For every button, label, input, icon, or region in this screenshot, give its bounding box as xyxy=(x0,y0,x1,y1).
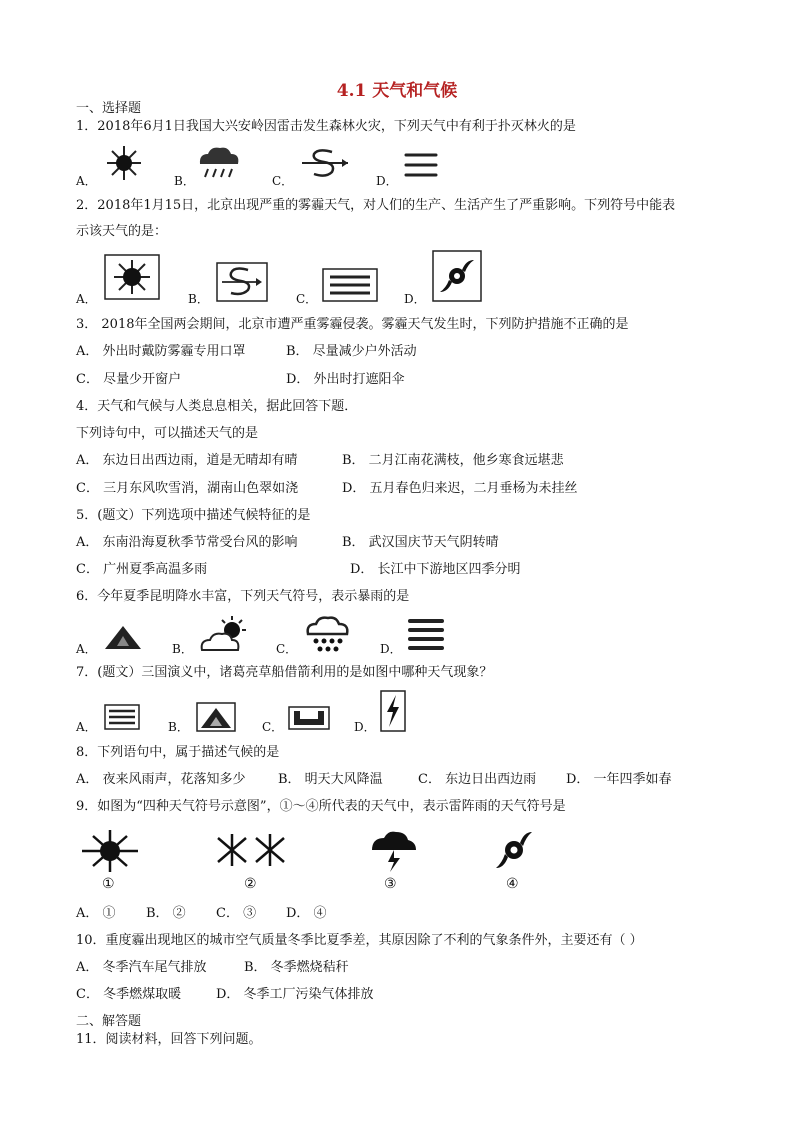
fog-icon xyxy=(322,268,378,302)
q1-label-a: A． xyxy=(76,174,97,188)
q4-option-a: A． 东边日出西边雨，道是无晴却有晴 xyxy=(76,453,298,468)
q7-label-d: D． xyxy=(354,720,376,734)
q9-option-c: C． ③ xyxy=(216,906,257,921)
wind-icon xyxy=(216,262,268,302)
q9-option-a: A． ① xyxy=(76,906,116,921)
page-title: 4.1 天气和气候 xyxy=(336,81,458,101)
q2-label-a: A． xyxy=(76,292,97,306)
q6-label-d: D． xyxy=(380,642,402,656)
q9-option-b: B． ② xyxy=(146,906,186,921)
q10-option-b: B． 冬季燃烧秸秆 xyxy=(244,960,349,975)
q5-option-d: D． 长江中下游地区四季分明 xyxy=(350,562,521,577)
q4-option-c: C． 三月东风吹雪消，湖南山色翠如浇 xyxy=(76,481,299,496)
q9-number-2: ② xyxy=(244,876,257,892)
q10-option-d: D． 冬季工厂污染气体排放 xyxy=(216,987,374,1002)
q7-label-a: A． xyxy=(76,720,97,734)
q6-label-b: B． xyxy=(172,642,193,656)
q4-option-b: B． 二月江南花满枝，他乡寒食远堪悲 xyxy=(342,453,564,468)
question-6: 6．今年夏季昆明降水丰富，下列天气符号，表示暴雨的是 xyxy=(76,589,410,604)
q5-option-c: C． 广州夏季高温多雨 xyxy=(76,562,208,577)
sunny-icon xyxy=(80,828,140,874)
q2-label-d: D． xyxy=(404,292,426,306)
q5-option-a: A． 东南沿海夏秋季节常受台风的影响 xyxy=(76,535,298,550)
question-7: 7．(题文）三国演义中，诸葛亮草船借箭利用的是如图中哪种天气现象？ xyxy=(76,665,493,680)
frost-icon xyxy=(288,706,330,730)
question-3: 3． 2018年全国两会期间，北京市遭严重雾霾侵袭。雾霾天气发生时，下列防护措施不正确的是 xyxy=(76,317,629,332)
question-2-line-2: 示该天气的是： xyxy=(76,224,168,239)
question-9: 9．如图为“四种天气符号示意图”，①～④所代表的天气中，表示雷阵雨的天气符号是 xyxy=(76,799,566,814)
q8-option-d: D． 一年四季如春 xyxy=(566,772,672,787)
q6-label-c: C． xyxy=(276,642,298,656)
q6-label-a: A． xyxy=(76,642,97,656)
sandstorm-icon xyxy=(196,702,236,732)
q3-option-a: A． 外出时戴防雾霾专用口罩 xyxy=(76,344,246,359)
q1-label-d: D． xyxy=(376,174,398,188)
section-heading-answer: 二、解答题 xyxy=(76,1014,142,1029)
q9-number-3: ③ xyxy=(384,876,397,892)
q2-label-c: C． xyxy=(296,292,318,306)
q8-option-a: A． 夜来风雨声，花落知多少 xyxy=(76,772,246,787)
fog-icon xyxy=(402,150,440,180)
q3-option-b: B． 尽量减少户外活动 xyxy=(286,344,417,359)
rainstorm-icon xyxy=(304,614,352,654)
sunny-icon xyxy=(104,144,144,182)
q9-option-d: D． ④ xyxy=(286,906,327,921)
typhoon-icon xyxy=(494,828,534,872)
q8-option-c: C． 东边日出西边雨 xyxy=(418,772,537,787)
q3-option-c: C． 尽量少开窗户 xyxy=(76,372,182,387)
rain-icon xyxy=(196,144,242,182)
thunderstorm-icon xyxy=(366,828,422,874)
sandstorm-icon xyxy=(102,622,144,652)
lightning-icon xyxy=(380,690,406,732)
question-1: 1．2018年6月1日我国大兴安岭因雷击发生森林火灾，下列天气中有利于扑灭林火的是 xyxy=(76,119,576,134)
q10-option-a: A． 冬季汽车尾气排放 xyxy=(76,960,207,975)
section-heading-choice: 一、选择题 xyxy=(76,101,142,116)
q9-number-1: ① xyxy=(102,876,115,892)
sunny-icon xyxy=(104,254,160,300)
question-8: 8．下列语句中，属于描述气候的是 xyxy=(76,745,280,760)
question-2-line-1: 2．2018年1月15日，北京出现严重的雾霾天气，对人们的生产、生活产生了严重影响。下列符号中能表 xyxy=(76,198,676,213)
partly-cloudy-icon xyxy=(198,614,250,654)
wind-icon xyxy=(300,146,354,180)
question-10: 10．重度霾出现地区的城市空气质量冬季比夏季差，其原因除了不利的气象条件外，主要还有（ ） xyxy=(76,933,643,948)
q7-label-b: B． xyxy=(168,720,189,734)
question-4: 4．天气和气候与人类息息相关，据此回答下题． xyxy=(76,399,358,414)
q8-option-b: B． 明天大风降温 xyxy=(278,772,383,787)
fog-icon xyxy=(406,616,446,652)
q2-label-b: B． xyxy=(188,292,209,306)
fog-icon xyxy=(104,704,140,730)
q9-number-4: ④ xyxy=(506,876,519,892)
snow-icon xyxy=(212,830,292,870)
q1-label-b: B． xyxy=(174,174,195,188)
q10-option-c: C． 冬季燃煤取暖 xyxy=(76,987,182,1002)
question-5: 5．(题文）下列选项中描述气候特征的是 xyxy=(76,508,311,523)
q4-option-d: D． 五月春色归来迟，二月垂杨为未挂丝 xyxy=(342,481,578,496)
q3-option-d: D． 外出时打遮阳伞 xyxy=(286,372,405,387)
q5-option-b: B． 武汉国庆节天气阴转晴 xyxy=(342,535,499,550)
question-4-sub: 下列诗句中，可以描述天气的是 xyxy=(76,426,259,441)
question-11: 11．阅读材料，回答下列问题。 xyxy=(76,1032,262,1047)
typhoon-icon xyxy=(432,250,482,302)
q1-label-c: C． xyxy=(272,174,294,188)
q7-label-c: C． xyxy=(262,720,284,734)
